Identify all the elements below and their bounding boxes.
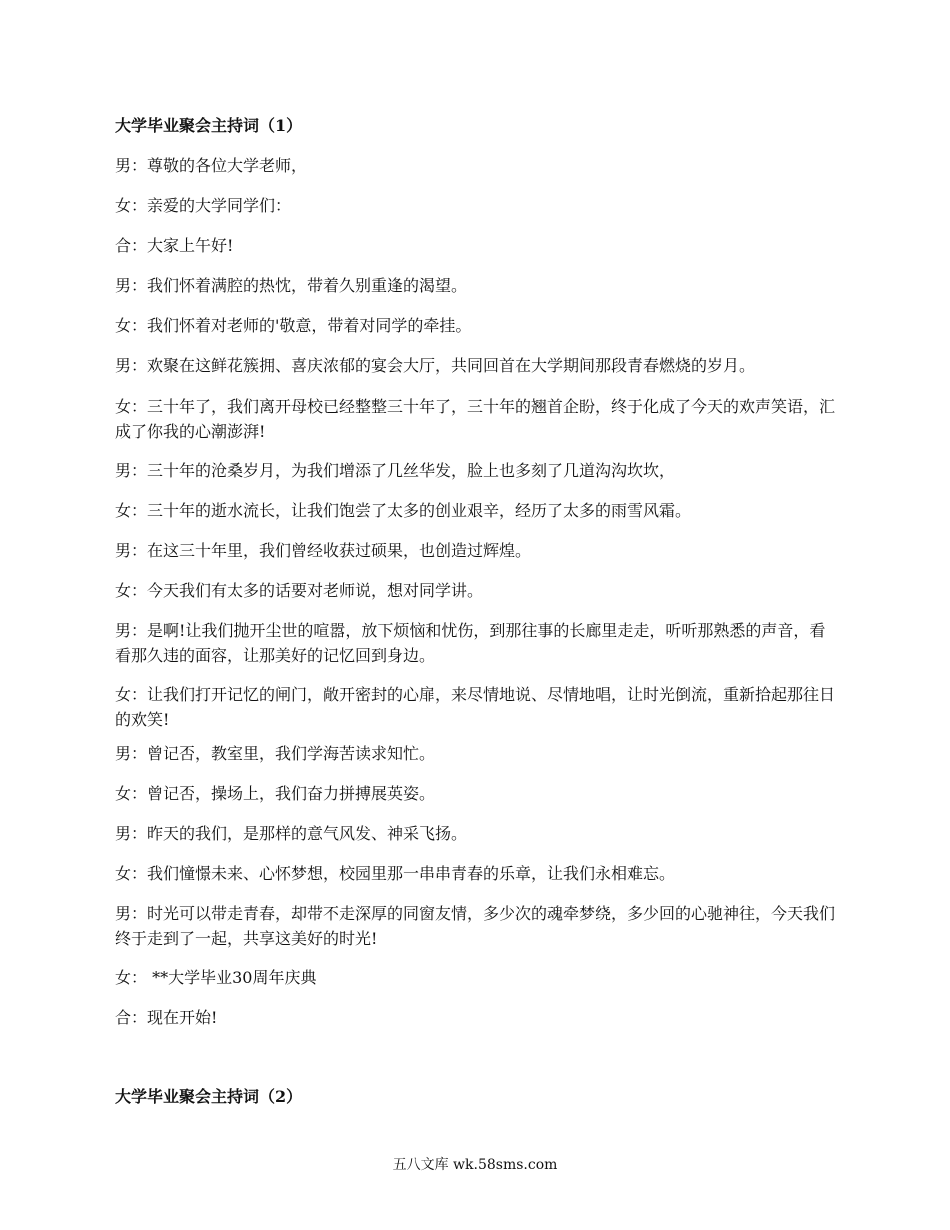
paragraph: 男：我们怀着满腔的热忱，带着久别重逢的渴望。 [115, 276, 468, 295]
paragraph: 女：三十年了，我们离开母校已经整整三十年了，三十年的翘首企盼，终于化成了今天的欢声笑语，汇成了你我的心潮澎湃! [115, 397, 836, 441]
paragraph: 合：现在开始! [115, 1008, 218, 1027]
paragraph: 合：大家上午好! [115, 236, 234, 255]
paragraph: 女：亲爱的大学同学们： [115, 196, 292, 215]
paragraph: 男：三十年的沧桑岁月，为我们增添了几丝华发，脸上也多刻了几道沟沟坎坎， [115, 461, 676, 480]
paragraph: 女： **大学毕业30周年庆典 [115, 968, 317, 987]
paragraph: 女：三十年的逝水流长，让我们饱尝了太多的创业艰辛，经历了太多的雨雪风霜。 [115, 501, 692, 520]
section-title-1: 大学毕业聚会主持词（1） [115, 116, 303, 135]
paragraph: 女：我们憧憬未来、心怀梦想，校园里那一串串青春的乐章，让我们永相难忘。 [115, 864, 676, 883]
paragraph: 男：是啊!让我们抛开尘世的喧嚣，放下烦恼和忧伤，到那往事的长廊里走走，听听那熟悉的声音，看看那久违的面容，让那美好的记忆回到身边。 [115, 621, 826, 665]
paragraph: 男：在这三十年里，我们曾经收获过硕果，也创造过辉煌。 [115, 541, 532, 560]
paragraph: 女：曾记否，操场上，我们奋力拼搏展英姿。 [115, 784, 436, 803]
section-title-2: 大学毕业聚会主持词（2） [115, 1087, 303, 1106]
paragraph: 男：欢聚在这鲜花簇拥、喜庆浓郁的宴会大厅，共同回首在大学期间那段青春燃烧的岁月。 [115, 356, 756, 375]
footer-watermark: 五八文库 wk.58sms.com [392, 1157, 558, 1173]
paragraph: 男：时光可以带走青春，却带不走深厚的同窗友情，多少次的魂牵梦绕，多少回的心驰神往，今天我们终于走到了一起，共享这美好的时光! [115, 904, 836, 948]
paragraph: 女：我们怀着对老师的'敬意，带着对同学的牵挂。 [115, 316, 472, 335]
paragraph: 女：让我们打开记忆的闸门，敞开密封的心扉，来尽情地说、尽情地唱，让时光倒流，重新拾起那往日的欢笑! [115, 685, 836, 729]
paragraph: 男：尊敬的各位大学老师， [115, 156, 308, 175]
paragraph: 男：曾记否，教室里，我们学海苦读求知忙。 [115, 744, 436, 763]
paragraph: 女：今天我们有太多的话要对老师说，想对同学讲。 [115, 581, 484, 600]
paragraph: 男：昨天的我们，是那样的意气风发、神采飞扬。 [115, 824, 468, 843]
